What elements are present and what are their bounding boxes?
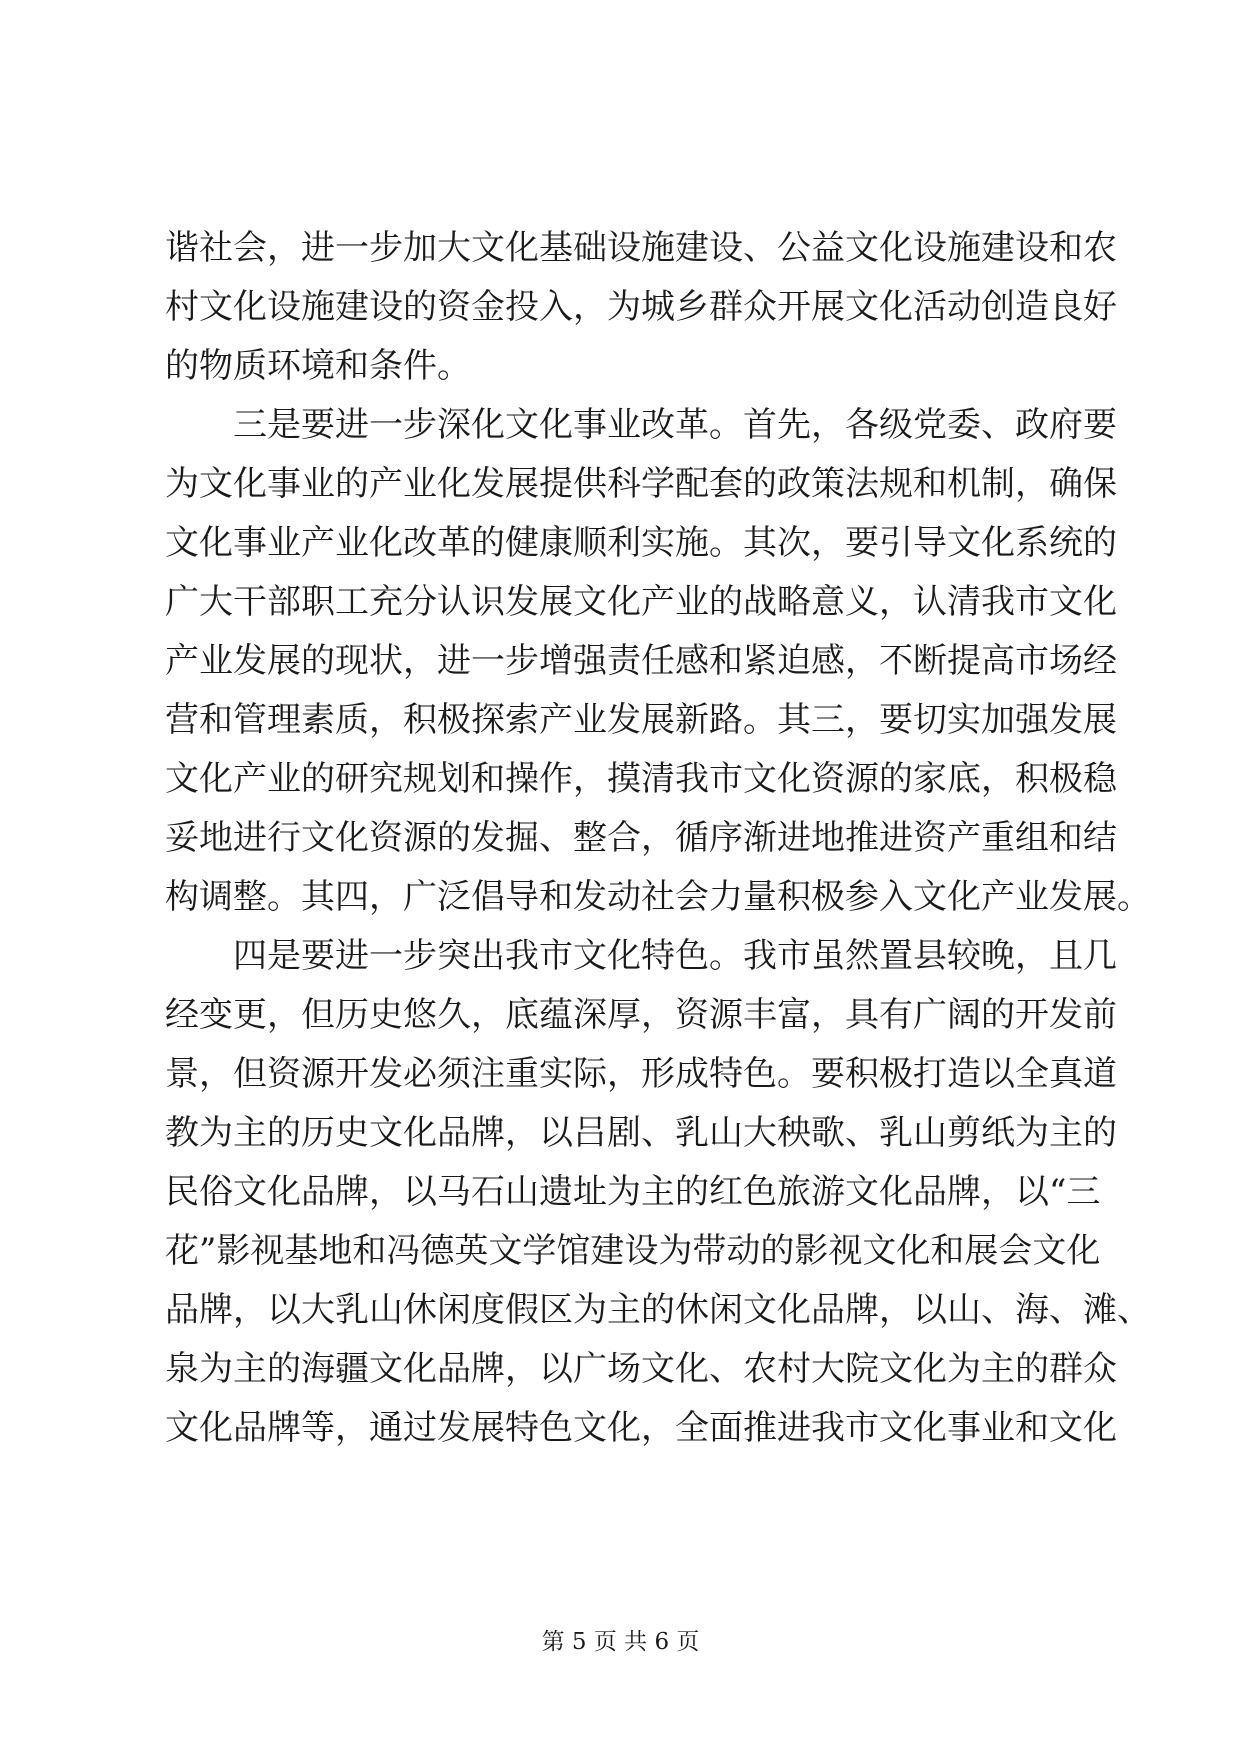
- text-line: 谐社会，进一步加大文化基础设施建设、公益文化设施建设和农: [165, 228, 1117, 268]
- page-number: 第 5 页 共 6 页: [541, 1629, 700, 1655]
- text-line: 教为主的历史文化品牌，以吕剧、乳山大秧歌、乳山剪纸为主的: [165, 1113, 1117, 1153]
- text-line: 民俗文化品牌，以马石山遗址为主的红色旅游文化品牌，以“三: [165, 1172, 1101, 1212]
- text-line: 文化产业的研究规划和操作，摸清我市文化资源的家底，积极稳: [165, 759, 1117, 799]
- text-line: 品牌，以大乳山休闲度假区为主的休闲文化品牌，以山、海、滩、: [165, 1290, 1151, 1330]
- text-line: 三是要进一步深化文化事业改革。首先，各级党委、政府要: [233, 405, 1117, 445]
- text-line: 的物质环境和条件。: [165, 346, 471, 386]
- text-line: 营和管理素质，积极探索产业发展新路。其三，要切实加强发展: [165, 700, 1117, 740]
- text-line: 村文化设施建设的资金投入，为城乡群众开展文化活动创造良好: [165, 287, 1117, 327]
- text-line: 文化事业产业化改革的健康顺利实施。其次，要引导文化系统的: [165, 523, 1117, 563]
- page-footer: [0, 1628, 1241, 1656]
- text-line: 为文化事业的产业化发展提供科学配套的政策法规和机制，确保: [165, 464, 1117, 504]
- text-line: 广大干部职工充分认识发展文化产业的战略意义，认清我市文化: [165, 582, 1117, 622]
- text-line: 妥地进行文化资源的发掘、整合，循序渐进地推进资产重组和结: [165, 818, 1117, 858]
- text-line: 四是要进一步突出我市文化特色。我市虽然置县较晚，且几: [233, 936, 1117, 976]
- text-line: 经变更，但历史悠久，底蕴深厚，资源丰富，具有广阔的开发前: [165, 995, 1117, 1035]
- text-line: 泉为主的海疆文化品牌，以广场文化、农村大院文化为主的群众: [165, 1349, 1117, 1389]
- text-line: 构调整。其四，广泛倡导和发动社会力量积极参入文化产业发展。: [165, 877, 1151, 917]
- text-line: 景，但资源开发必须注重实际，形成特色。要积极打造以全真道: [165, 1054, 1117, 1094]
- text-line: 花”影视基地和冯德英文学馆建设为带动的影视文化和展会文化: [165, 1231, 1101, 1271]
- text-line: 文化品牌等，通过发展特色文化，全面推进我市文化事业和文化: [165, 1408, 1117, 1448]
- text-line: 产业发展的现状，进一步增强责任感和紧迫感，不断提高市场经: [165, 641, 1117, 681]
